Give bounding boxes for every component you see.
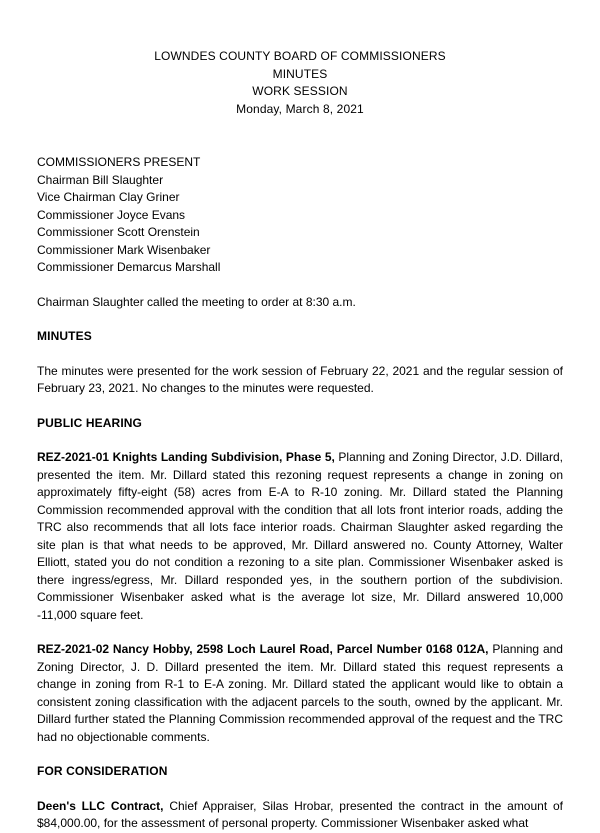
header-minutes-line: MINUTES [272, 66, 328, 81]
header-org-line: LOWNDES COUNTY BOARD OF COMMISSIONERS [154, 49, 446, 63]
item-bold-lead: Deen's LLC Contract, [37, 798, 164, 813]
commissioners-present-block [37, 154, 563, 277]
header-date-line: Monday, March 8, 2021 [236, 101, 364, 116]
commissioner-name: Commissioner Mark Wisenbaker [37, 242, 211, 257]
commissioner-name: Commissioner Demarcus Marshall [37, 260, 221, 274]
commissioner-name: Vice Chairman Clay Griner [37, 190, 180, 204]
call-to-order-paragraph: Chairman Slaughter called the meeting to order at 8:30 a.m. [37, 294, 356, 309]
public-hearing-section-heading: PUBLIC HEARING [37, 415, 143, 430]
commissioner-name: Commissioner Joyce Evans [37, 207, 186, 222]
public-hearing-item-rez-2021-02 [37, 641, 563, 746]
document-header [37, 0, 563, 118]
item-bold-lead: REZ-2021-01 Knights Landing Subdivision, Phase 5, [37, 450, 335, 464]
commissioner-name: Commissioner Scott Orenstein [37, 225, 200, 239]
commissioners-present-heading: COMMISSIONERS PRESENT [37, 155, 201, 169]
commissioner-name: Chairman Bill Slaughter [37, 172, 164, 187]
item-bold-lead: REZ-2021-02 Nancy Hobby, 2598 Loch Laurel Road, Parcel Number 0168 012A, [37, 642, 489, 656]
item-body-text: Planning and Zoning Director, J. D. Dillard presented the item. Mr. Dillard stated this request represents a change in zoning from R-1 to E-A zoning. Mr. Dillard stated the applicant would like to obtain a consistent zoning classification with the adjacent parcels to the south, owned by the applicant. Mr. Dillard further stated the Planning Commission recommended approval of the request and the TRC had no objectionable comments. [37, 642, 563, 744]
consideration-item-deens-llc-contract [37, 798, 563, 833]
item-body-text: Planning and Zoning Director, J.D. Dillard, presented the item. Mr. Dillard stated this rezoning request represents a change in zoning on approximately fifty-eight (58) acres from E-A to R-10 zoning. Mr. Dillard stated the Planning Commission recommended approval with the condition that all lots front interior roads, adding the TRC also recommends that all lots face interior roads. Chairman Slaughter asked regarding the site plan is that what needs to be approved, Mr. Dillard answered no. County Attorney, Walter Elliott, stated you do not condition a rezoning to a site plan. Commissioner Wisenbaker asked is there ingress/egress, Mr. Dillard responded yes, in the southern portion of the subdivision. Commissioner Wisenbaker asked what is the average lot size, Mr. Dillard answered 10,000 -11,000 square feet. [37, 450, 563, 622]
minutes-section-paragraph: The minutes were presented for the work session of February 22, 2021 and the regular session of February 23, 2021. No changes to the minutes were requested. [37, 363, 563, 395]
item-body-text: Chief Appraiser, Silas Hrobar, presented the contract in the amount of $84,000.00, for the assessment of personal property. Commissioner Wisenbaker asked what [37, 798, 563, 830]
minutes-section-heading: MINUTES [37, 329, 92, 343]
document-body [37, 154, 563, 833]
public-hearing-item-rez-2021-01 [37, 449, 563, 624]
for-consideration-section-heading: FOR CONSIDERATION [37, 764, 168, 778]
header-session-line: WORK SESSION [252, 84, 348, 98]
